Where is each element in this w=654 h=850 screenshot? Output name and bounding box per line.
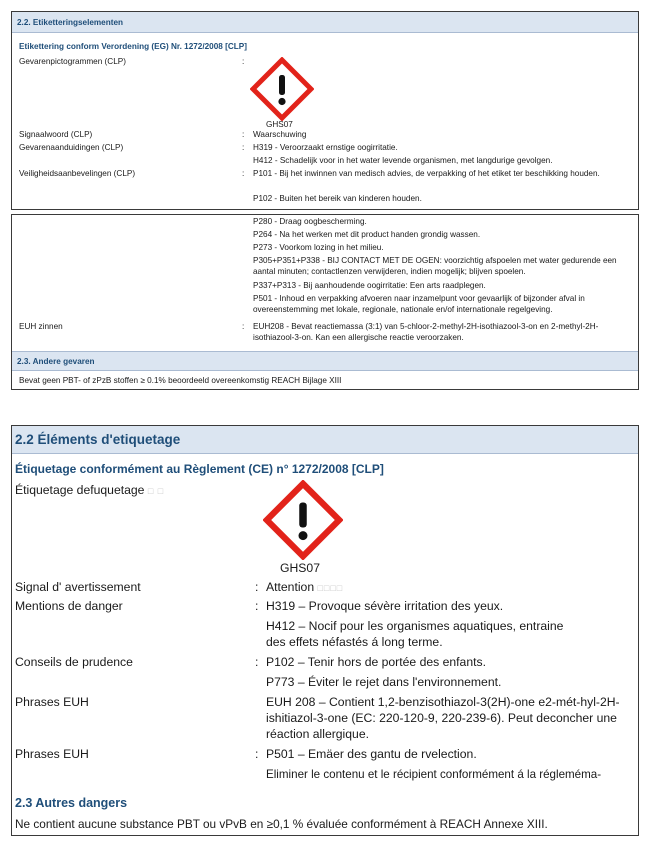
- fr-pictogram-label-trail: □ □: [147, 486, 165, 496]
- ghs07-exclamation-icon: [250, 57, 314, 121]
- fr-euh2-p501: P501 – Emäer des gantu de rvelection.: [266, 747, 477, 761]
- fr-signal-value: [266, 579, 638, 596]
- nl-p501: P501 - Inhoud en verpakking afvoeren naar inzamelpunt voor gevaarlijk of bijzonder afval in overeenstemming met lokale, regionale, nationale en/of internationale regelgeving.: [253, 294, 585, 314]
- nl-precaution-label: Veiligheidsaanbevelingen (CLP): [19, 169, 136, 178]
- fr-prudence-p773: P773 – Éviter le rejet dans l'environnement.: [266, 675, 502, 689]
- fr-colon: :: [255, 655, 259, 669]
- fr-ghs07-pictogram: [263, 480, 343, 560]
- fr-colon: :: [255, 580, 259, 594]
- ghs07-exclamation-icon: [263, 480, 343, 560]
- fr-signal-label: Signal d' avertissement: [15, 580, 141, 594]
- nl-section-title: 2.2. Etiketteringselementen: [12, 12, 638, 33]
- nl-colon: :: [242, 169, 245, 178]
- nl-continued-panel: [11, 214, 639, 390]
- nl-p337: P337+P313 - Bij aanhoudende oogirritatie: Een arts raadplegen.: [253, 281, 486, 290]
- nl-other-text: Bevat geen PBT- of zPzB stoffen ≥ 0.1% beoordeeld overeenkomstig REACH Bijlage XIII: [19, 376, 342, 385]
- nl-hazard-h412: H412 - Schadelijk voor in het water levende organismen, met langdurige gevolgen.: [253, 156, 553, 165]
- fr-label-elements-panel: [11, 425, 639, 836]
- nl-p305: P305+P351+P338 - BIJ CONTACT MET DE OGEN: voorzichtig afspoelen met water gedurende een aantal minuten; contactlenzen verwijderen, indien mogelijk; blijven spoelen.: [253, 256, 617, 276]
- nl-precaution-p101: P101 - Bij het inwinnen van medisch advies, de verpakking of het etiket ter beschikking houden.: [253, 169, 600, 178]
- fr-prudence-p102: P102 – Tenir hors de portée des enfants.: [266, 655, 486, 669]
- nl-colon: :: [242, 143, 245, 152]
- nl-p280: P280 - Draag oogbescherming.: [253, 217, 367, 226]
- fr-euh2-eliminer: Eliminer le contenu et le récipient conformément á la régleméma-: [266, 768, 602, 781]
- nl-pictogram-label: Gevarenpictogrammen (CLP): [19, 57, 126, 66]
- nl-signal-label: Signaalwoord (CLP): [19, 130, 93, 139]
- fr-other-title: 2.3 Autres dangers: [15, 796, 128, 810]
- nl-colon: :: [242, 130, 245, 139]
- nl-subtitle: Etikettering conform Verordening (EG) Nr. 1272/2008 [CLP]: [19, 42, 247, 51]
- nl-other-title: 2.3. Andere gevaren: [12, 351, 638, 371]
- nl-pictogram-code: GHS07: [266, 120, 293, 129]
- fr-subtitle: Étiquetage conformément au Règlement (CE) n° 1272/2008 [CLP]: [15, 462, 384, 476]
- nl-colon: :: [242, 322, 245, 331]
- fr-colon: :: [255, 747, 259, 761]
- nl-signal-value: Waarschuwing: [253, 130, 307, 139]
- fr-other-text: Ne contient aucune substance PBT ou vPvB en ≥0,1 % évaluée conformément à REACH Annexe XIII.: [15, 817, 548, 831]
- nl-euh-label: EUH zinnen: [19, 322, 63, 331]
- fr-danger-label: Mentions de danger: [15, 599, 123, 613]
- fr-prudence-label: Conseils de prudence: [15, 655, 133, 669]
- fr-pictogram-label: [15, 482, 164, 499]
- fr-euh1-value: EUH 208 – Contient 1,2-benzisothiazol-3(2H)-one e2-mét-hyl-2H-ishitiazol-3-one (EC: 220-120-9, 220-239-6). Peut deconcher une réaction allergique.: [266, 695, 620, 741]
- fr-colon: :: [255, 599, 259, 613]
- nl-p264: P264 - Na het werken met dit product handen grondig wassen.: [253, 230, 481, 239]
- fr-signal-value-trail: □□□□: [317, 583, 344, 593]
- nl-euh-value: EUH208 - Bevat reactiemassa (3:1) van 5-chloor-2-methyl-2H-isothiazool-3-on en 2-methyl-2H-isothiazool-3-on. Kan een allergische reactie veroorzaken.: [253, 322, 599, 342]
- fr-signal-value-text: Attention: [266, 580, 315, 594]
- fr-pictogram-code: GHS07: [280, 561, 320, 575]
- fr-section-title: 2.2 Éléments d'etiquetage: [12, 426, 638, 454]
- fr-pictogram-label-text: Étiquetage defuquetage: [15, 483, 145, 497]
- fr-danger-h319: H319 – Provoque sévère irritation des yeux.: [266, 599, 504, 613]
- nl-p273: P273 - Voorkom lozing in het milieu.: [253, 243, 384, 252]
- nl-ghs07-pictogram: [250, 57, 314, 121]
- fr-danger-h412: H412 – Nocif pour les organismes aquatiques, entraine des effets néfastés á long terme.: [266, 619, 564, 649]
- nl-colon: :: [242, 57, 245, 66]
- nl-precaution-p102: P102 - Buiten het bereik van kinderen houden.: [253, 194, 422, 203]
- nl-label-elements-panel: [11, 11, 639, 210]
- fr-euh2-label: Phrases EUH: [15, 747, 89, 761]
- nl-hazard-label: Gevarenaanduidingen (CLP): [19, 143, 124, 152]
- nl-hazard-h319: H319 - Veroorzaakt ernstige oogirritatie.: [253, 143, 398, 152]
- fr-euh1-label: Phrases EUH: [15, 695, 89, 709]
